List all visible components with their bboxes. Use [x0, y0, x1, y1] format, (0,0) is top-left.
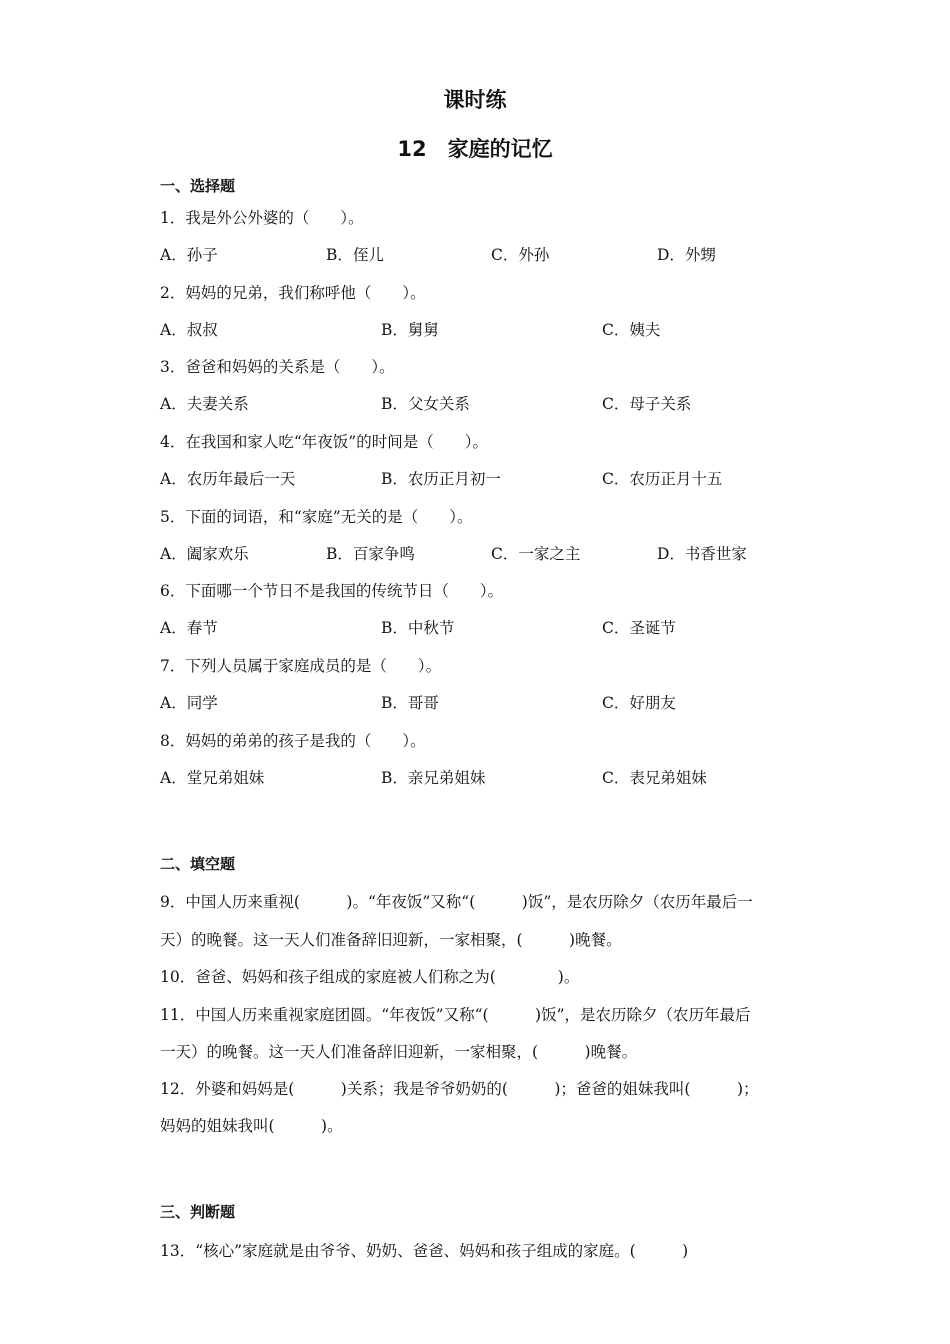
option-b: B．农历正月初一: [381, 470, 501, 488]
fill-question-line: 12．外婆和妈妈是( )关系；我是爷爷奶奶的( )；爸爸的姐妹我叫( )；: [160, 1080, 759, 1098]
option-c: C．一家之主: [491, 545, 581, 563]
option-b: B．舅舅: [381, 321, 439, 339]
section-heading-fill: 二、填空题: [160, 855, 236, 873]
option-b: B．侄儿: [326, 246, 384, 264]
question-stem: 5．下面的词语，和“家庭”无关的是（ ）。: [160, 508, 473, 526]
option-a: A．农历年最后一天: [160, 470, 296, 488]
option-d: D．外甥: [657, 246, 716, 264]
fill-question-line: 9．中国人历来重视( )。“年夜饭”又称“( )饭”，是农历除夕（农历年最后一: [160, 893, 753, 911]
option-c: C．圣诞节: [602, 619, 676, 637]
option-c: C．表兄弟姐妹: [602, 769, 707, 787]
option-b: B．哥哥: [381, 694, 439, 712]
page-title: 课时练: [443, 88, 507, 112]
option-d: D．书香世家: [657, 545, 747, 563]
option-b: B．中秋节: [381, 619, 455, 637]
question-stem: 1．我是外公外婆的（ ）。: [160, 209, 364, 227]
question-stem: 4．在我国和家人吃“年夜饭”的时间是（ ）。: [160, 433, 488, 451]
option-a: A．孙子: [160, 246, 218, 264]
option-c: C．好朋友: [602, 694, 676, 712]
lesson-title: 12 家庭的记忆: [397, 137, 553, 161]
fill-question-line: 天）的晚餐。这一天人们准备辞旧迎新，一家相聚，( )晚餐。: [160, 931, 622, 949]
option-b: B．百家争鸣: [326, 545, 415, 563]
option-a: A．同学: [160, 694, 218, 712]
fill-question-line: 妈妈的姐妹我叫( )。: [160, 1117, 343, 1135]
option-a: A．阖家欢乐: [160, 545, 249, 563]
option-c: C．外孙: [491, 246, 550, 264]
question-stem: 2．妈妈的兄弟，我们称呼他（ ）。: [160, 284, 426, 302]
question-stem: 3．爸爸和妈妈的关系是（ ）。: [160, 358, 395, 376]
fill-question-line: 一天）的晚餐。这一天人们准备辞旧迎新，一家相聚，( )晚餐。: [160, 1043, 638, 1061]
section-heading-judge: 三、判断题: [160, 1203, 236, 1221]
option-c: C．农历正月十五: [602, 470, 723, 488]
fill-question-line: 11．中国人历来重视家庭团圆。“年夜饭”又称“( )饭”，是农历除夕（农历年最后: [160, 1006, 751, 1024]
option-c: C．母子关系: [602, 395, 692, 413]
question-stem: 8．妈妈的弟弟的孩子是我的（ ）。: [160, 732, 426, 750]
option-a: A．春节: [160, 619, 218, 637]
option-a: A．夫妻关系: [160, 395, 249, 413]
judge-question-line: 13．“核心”家庭就是由爷爷、奶奶、爸爸、妈妈和孩子组成的家庭。( ): [160, 1242, 689, 1260]
section-heading-choice: 一、选择题: [160, 177, 236, 195]
question-stem: 7．下列人员属于家庭成员的是（ ）。: [160, 657, 442, 675]
option-b: B．父女关系: [381, 395, 470, 413]
option-b: B．亲兄弟姐妹: [381, 769, 486, 787]
option-c: C．姨夫: [602, 321, 661, 339]
option-a: A．叔叔: [160, 321, 218, 339]
option-a: A．堂兄弟姐妹: [160, 769, 265, 787]
fill-question-line: 10．爸爸、妈妈和孩子组成的家庭被人们称之为( )。: [160, 968, 580, 986]
question-stem: 6．下面哪一个节日不是我国的传统节日（ ）。: [160, 582, 504, 600]
